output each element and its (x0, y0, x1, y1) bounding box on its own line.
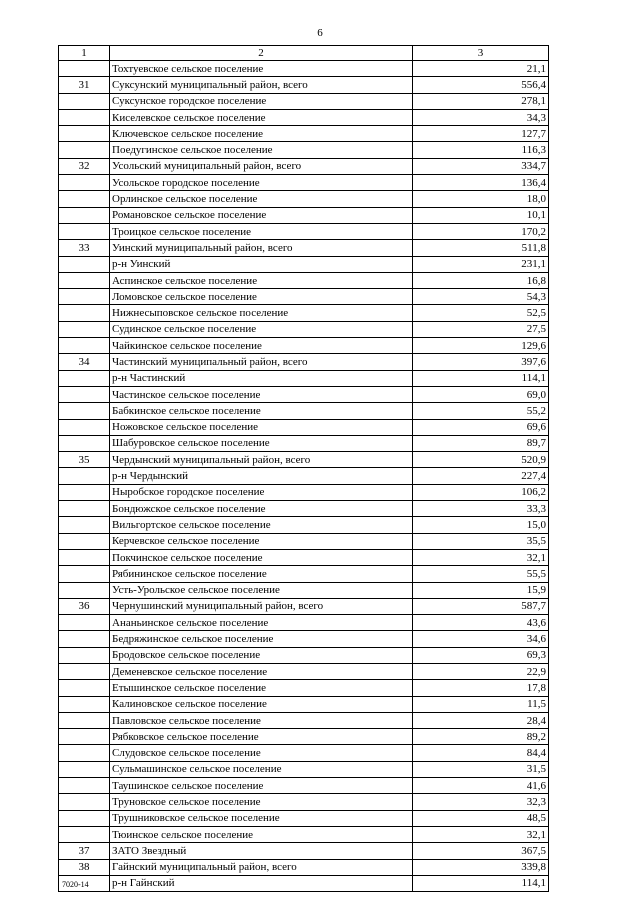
table-row (59, 126, 549, 142)
municipality-name-cell: Вильгортское сельское поселение (110, 517, 413, 533)
municipality-name-cell: Шабуровское сельское поселение (110, 435, 413, 451)
amount-cell: 520,9 (413, 452, 549, 468)
municipality-name-cell: Ананьинское сельское поселение (110, 615, 413, 631)
row-number-cell (59, 126, 110, 142)
row-number-cell (59, 631, 110, 647)
amount-cell: 511,8 (413, 240, 549, 256)
row-number-cell (59, 696, 110, 712)
municipality-name-cell: Аспинское сельское поселение (110, 272, 413, 288)
municipality-name-cell: Ножовское сельское поселение (110, 419, 413, 435)
table-row (59, 859, 549, 875)
amount-cell: 84,4 (413, 745, 549, 761)
municipality-name-cell: р-н Чердынский (110, 468, 413, 484)
amount-cell: 32,3 (413, 794, 549, 810)
row-number-cell: 33 (59, 240, 110, 256)
table-row (59, 745, 549, 761)
row-number-cell: 37 (59, 843, 110, 859)
amount-cell: 17,8 (413, 680, 549, 696)
municipality-name-cell: Чердынский муниципальный район, всего (110, 452, 413, 468)
table-row (59, 598, 549, 614)
amount-cell: 231,1 (413, 256, 549, 272)
municipality-name-cell: ЗАТО Звездный (110, 843, 413, 859)
amount-cell: 18,0 (413, 191, 549, 207)
table-row (59, 566, 549, 582)
row-number-cell (59, 468, 110, 484)
row-number-cell (59, 680, 110, 696)
table-row (59, 761, 549, 777)
table-row (59, 321, 549, 337)
amount-cell: 136,4 (413, 175, 549, 191)
table-row (59, 240, 549, 256)
row-number-cell: 31 (59, 77, 110, 93)
row-number-cell: 34 (59, 354, 110, 370)
municipality-name-cell: Бродовское сельское поселение (110, 647, 413, 663)
table-row (59, 452, 549, 468)
municipality-name-cell: Ныробское городское поселение (110, 484, 413, 500)
municipality-name-cell: Бедряжинское сельское поселение (110, 631, 413, 647)
table-body (59, 61, 549, 892)
amount-cell: 334,7 (413, 158, 549, 174)
municipality-name-cell: р-н Гайнский (110, 875, 413, 891)
row-number-cell (59, 386, 110, 402)
municipality-name-cell: Орлинское сельское поселение (110, 191, 413, 207)
page-number: 6 (317, 27, 323, 39)
amount-cell: 16,8 (413, 272, 549, 288)
row-number-cell: 35 (59, 452, 110, 468)
municipality-name-cell: Трушниковское сельское поселение (110, 810, 413, 826)
amount-cell: 22,9 (413, 663, 549, 679)
table-row (59, 778, 549, 794)
table-row (59, 142, 549, 158)
amount-cell: 227,4 (413, 468, 549, 484)
amount-cell: 69,0 (413, 386, 549, 402)
row-number-cell (59, 517, 110, 533)
row-number-cell (59, 175, 110, 191)
table-row (59, 175, 549, 191)
row-number-cell (59, 501, 110, 517)
table-row (59, 680, 549, 696)
row-number-cell (59, 370, 110, 386)
municipality-name-cell: Киселевское сельское поселение (110, 109, 413, 125)
amount-cell: 41,6 (413, 778, 549, 794)
column-header-2: 2 (110, 46, 413, 61)
municipality-name-cell: Гайнский муниципальный район, всего (110, 859, 413, 875)
table-row (59, 419, 549, 435)
municipality-name-cell: Етышинское сельское поселение (110, 680, 413, 696)
table-row (59, 696, 549, 712)
row-number-cell (59, 289, 110, 305)
amount-cell: 367,5 (413, 843, 549, 859)
row-number-cell (59, 435, 110, 451)
amount-cell: 32,1 (413, 826, 549, 842)
row-number-cell (59, 826, 110, 842)
table-row (59, 875, 549, 891)
row-number-cell (59, 272, 110, 288)
municipality-name-cell: Нижнесыповское сельское поселение (110, 305, 413, 321)
amount-cell: 556,4 (413, 77, 549, 93)
municipality-name-cell: Усольское городское поселение (110, 175, 413, 191)
row-number-cell (59, 305, 110, 321)
row-number-cell (59, 729, 110, 745)
table-row (59, 663, 549, 679)
amount-cell: 15,9 (413, 582, 549, 598)
amount-cell: 114,1 (413, 370, 549, 386)
table-row (59, 158, 549, 174)
amount-cell: 54,3 (413, 289, 549, 305)
municipality-name-cell: Судинское сельское поселение (110, 321, 413, 337)
table-row (59, 810, 549, 826)
amount-cell: 55,5 (413, 566, 549, 582)
amount-cell: 35,5 (413, 533, 549, 549)
amount-cell: 114,1 (413, 875, 549, 891)
municipality-name-cell: Слудовское сельское поселение (110, 745, 413, 761)
table-row (59, 843, 549, 859)
table-row (59, 289, 549, 305)
amount-cell: 28,4 (413, 712, 549, 728)
municipality-name-cell: Ключевское сельское поселение (110, 126, 413, 142)
row-number-cell (59, 223, 110, 239)
table-row (59, 61, 549, 77)
amount-cell: 116,3 (413, 142, 549, 158)
row-number-cell (59, 419, 110, 435)
table-row (59, 403, 549, 419)
municipality-name-cell: р-н Уинский (110, 256, 413, 272)
municipality-name-cell: Деменевское сельское поселение (110, 663, 413, 679)
table-row (59, 533, 549, 549)
municipality-name-cell: Павловское сельское поселение (110, 712, 413, 728)
table-row (59, 501, 549, 517)
municipality-name-cell: Таушинское сельское поселение (110, 778, 413, 794)
table-row (59, 468, 549, 484)
table-row (59, 729, 549, 745)
row-number-cell (59, 745, 110, 761)
table-row (59, 386, 549, 402)
row-number-cell: 32 (59, 158, 110, 174)
row-number-cell (59, 256, 110, 272)
municipality-name-cell: Романовское сельское поселение (110, 207, 413, 223)
amount-cell: 278,1 (413, 93, 549, 109)
amount-cell: 34,3 (413, 109, 549, 125)
amount-cell: 15,0 (413, 517, 549, 533)
row-number-cell: 36 (59, 598, 110, 614)
amount-cell: 129,6 (413, 338, 549, 354)
amount-cell: 33,3 (413, 501, 549, 517)
table-row (59, 109, 549, 125)
row-number-cell (59, 207, 110, 223)
municipality-name-cell: Калиновское сельское поселение (110, 696, 413, 712)
row-number-cell (59, 338, 110, 354)
row-number-cell (59, 566, 110, 582)
row-number-cell (59, 403, 110, 419)
table-row (59, 305, 549, 321)
budget-table (58, 45, 549, 892)
row-number-cell (59, 533, 110, 549)
table-row (59, 615, 549, 631)
row-number-cell (59, 321, 110, 337)
municipality-name-cell: р-н Частинский (110, 370, 413, 386)
amount-cell: 587,7 (413, 598, 549, 614)
table-row (59, 631, 549, 647)
table-row (59, 647, 549, 663)
amount-cell: 11,5 (413, 696, 549, 712)
row-number-cell (59, 582, 110, 598)
municipality-name-cell: Тюинское сельское поселение (110, 826, 413, 842)
amount-cell: 31,5 (413, 761, 549, 777)
row-number-cell (59, 663, 110, 679)
municipality-name-cell: Уинский муниципальный район, всего (110, 240, 413, 256)
amount-cell: 339,8 (413, 859, 549, 875)
amount-cell: 89,2 (413, 729, 549, 745)
amount-cell: 27,5 (413, 321, 549, 337)
amount-cell: 69,3 (413, 647, 549, 663)
table-row (59, 484, 549, 500)
amount-cell: 170,2 (413, 223, 549, 239)
amount-cell: 106,2 (413, 484, 549, 500)
header-row (59, 46, 549, 61)
municipality-name-cell: Тохтуевское сельское поселение (110, 61, 413, 77)
table-row (59, 93, 549, 109)
municipality-name-cell: Усть-Урольское сельское поселение (110, 582, 413, 598)
table-row (59, 794, 549, 810)
table-row (59, 77, 549, 93)
table-row (59, 338, 549, 354)
municipality-name-cell: Частинский муниципальный район, всего (110, 354, 413, 370)
table-row (59, 191, 549, 207)
amount-cell: 34,6 (413, 631, 549, 647)
amount-cell: 48,5 (413, 810, 549, 826)
municipality-name-cell: Суксунский муниципальный район, всего (110, 77, 413, 93)
municipality-name-cell: Чернушинский муниципальный район, всего (110, 598, 413, 614)
table-row (59, 256, 549, 272)
table-row (59, 223, 549, 239)
row-number-cell (59, 93, 110, 109)
municipality-name-cell: Ломовское сельское поселение (110, 289, 413, 305)
municipality-name-cell: Керчевское сельское поселение (110, 533, 413, 549)
municipality-name-cell: Суксунское городское поселение (110, 93, 413, 109)
row-number-cell (59, 615, 110, 631)
row-number-cell (59, 712, 110, 728)
row-number-cell (59, 549, 110, 565)
amount-cell: 55,2 (413, 403, 549, 419)
document-code: 7020-14 (62, 880, 89, 889)
municipality-name-cell: Поедугинское сельское поселение (110, 142, 413, 158)
table-row (59, 712, 549, 728)
amount-cell: 21,1 (413, 61, 549, 77)
amount-cell: 32,1 (413, 549, 549, 565)
amount-cell: 69,6 (413, 419, 549, 435)
column-header-1: 1 (59, 46, 110, 61)
row-number-cell (59, 810, 110, 826)
row-number-cell (59, 61, 110, 77)
table-row (59, 826, 549, 842)
amount-cell: 10,1 (413, 207, 549, 223)
amount-cell: 89,7 (413, 435, 549, 451)
row-number-cell (59, 794, 110, 810)
column-header-3: 3 (413, 46, 549, 61)
amount-cell: 127,7 (413, 126, 549, 142)
row-number-cell (59, 761, 110, 777)
amount-cell: 52,5 (413, 305, 549, 321)
municipality-name-cell: Бондюжское сельское поселение (110, 501, 413, 517)
municipality-name-cell: Усольский муниципальный район, всего (110, 158, 413, 174)
row-number-cell (59, 647, 110, 663)
table-row (59, 370, 549, 386)
table-row (59, 549, 549, 565)
municipality-name-cell: Бабкинское сельское поселение (110, 403, 413, 419)
municipality-name-cell: Покчинское сельское поселение (110, 549, 413, 565)
municipality-name-cell: Рябининское сельское поселение (110, 566, 413, 582)
municipality-name-cell: Труновское сельское поселение (110, 794, 413, 810)
table-row (59, 517, 549, 533)
table-row (59, 582, 549, 598)
row-number-cell (59, 484, 110, 500)
row-number-cell (59, 142, 110, 158)
row-number-cell (59, 778, 110, 794)
municipality-name-cell: Чайкинское сельское поселение (110, 338, 413, 354)
amount-cell: 43,6 (413, 615, 549, 631)
table-row (59, 354, 549, 370)
row-number-cell (59, 191, 110, 207)
table-row (59, 272, 549, 288)
municipality-name-cell: Рябковское сельское поселение (110, 729, 413, 745)
amount-cell: 397,6 (413, 354, 549, 370)
table-row (59, 435, 549, 451)
row-number-cell: 38 (59, 859, 110, 875)
municipality-name-cell: Частинское сельское поселение (110, 386, 413, 402)
row-number-cell (59, 109, 110, 125)
table-row (59, 207, 549, 223)
municipality-name-cell: Троицкое сельское поселение (110, 223, 413, 239)
municipality-name-cell: Сульмашинское сельское поселение (110, 761, 413, 777)
